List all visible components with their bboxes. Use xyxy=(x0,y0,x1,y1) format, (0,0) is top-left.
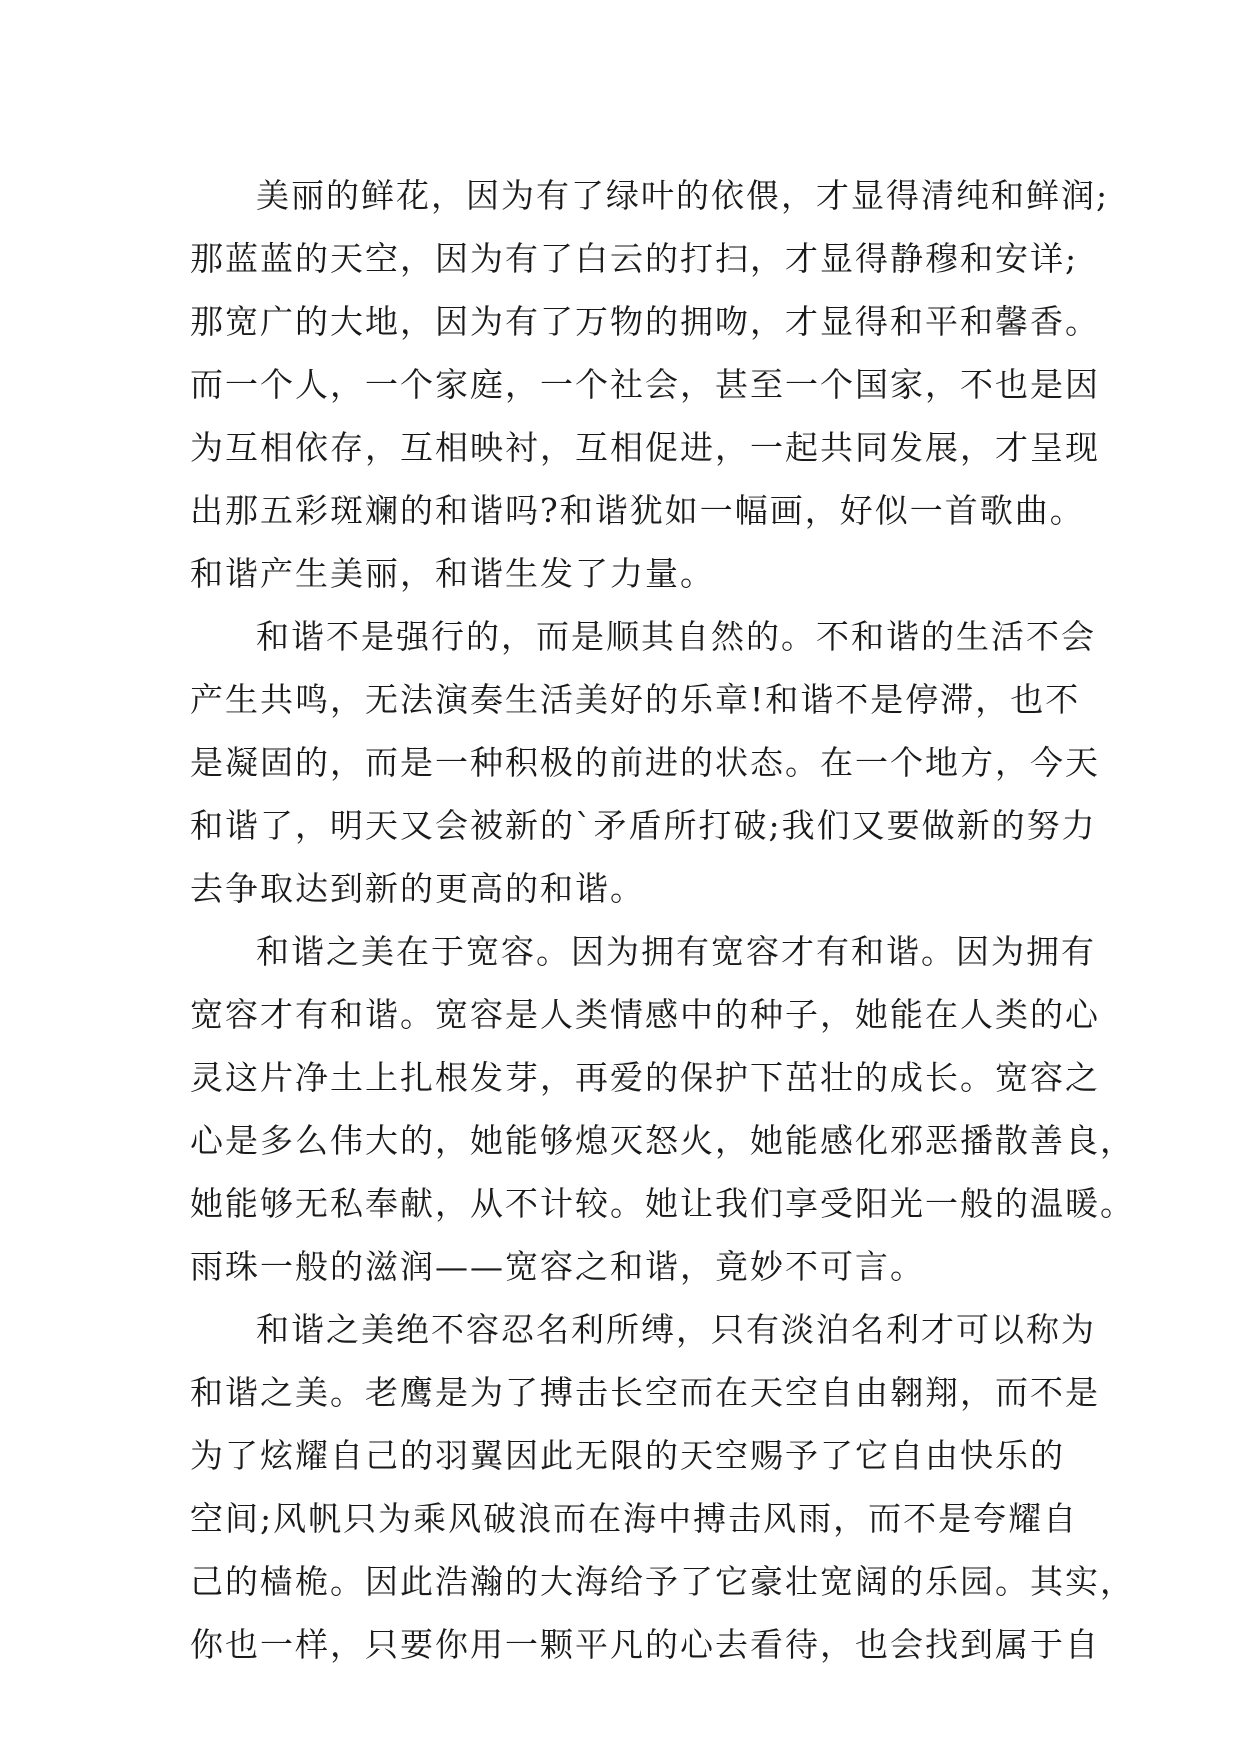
text-line: 心是多么伟大的，她能够熄灭怒火，她能感化邪恶播散善良， xyxy=(190,1121,1135,1160)
text-line: 美丽的鲜花，因为有了绿叶的依偎，才显得清纯和鲜润; xyxy=(256,176,1110,215)
text-line: 为了炫耀自己的羽翼因此无限的天空赐予了它自由快乐的 xyxy=(190,1436,1065,1475)
text-line: 而一个人，一个家庭，一个社会，甚至一个国家，不也是因 xyxy=(190,365,1100,404)
text-line: 和谐之美。老鹰是为了搏击长空而在天空自由翱翔，而不是 xyxy=(190,1373,1100,1412)
text-line: 和谐之美绝不容忍名利所缚，只有淡泊名利才可以称为 xyxy=(256,1310,1096,1349)
text-line: 和谐不是强行的，而是顺其自然的。不和谐的生活不会 xyxy=(256,617,1096,656)
text-line: 产生共鸣，无法演奏生活美好的乐章!和谐不是停滞，也不 xyxy=(190,680,1081,719)
text-line: 是凝固的，而是一种积极的前进的状态。在一个地方，今天 xyxy=(190,743,1100,782)
text-line: 宽容才有和谐。宽容是人类情感中的种子，她能在人类的心 xyxy=(190,995,1100,1034)
text-line: 和谐之美在于宽容。因为拥有宽容才有和谐。因为拥有 xyxy=(256,932,1096,971)
text-line: 你也一样，只要你用一颗平凡的心去看待，也会找到属于自 xyxy=(190,1625,1100,1664)
text-line: 那蓝蓝的天空，因为有了白云的打扫，才显得静穆和安详; xyxy=(190,239,1079,278)
text-line: 出那五彩斑斓的和谐吗?和谐犹如一幅画，好似一首歌曲。 xyxy=(190,491,1085,530)
text-line: 雨珠一般的滋润——宽容之和谐，竟妙不可言。 xyxy=(190,1247,925,1286)
text-line: 为互相依存，互相映衬，互相促进，一起共同发展，才呈现 xyxy=(190,428,1100,467)
text-line: 和谐了，明天又会被新的`矛盾所打破;我们又要做新的努力 xyxy=(190,806,1097,845)
paragraph xyxy=(190,164,1110,605)
text-line: 和谐产生美丽，和谐生发了力量。 xyxy=(190,554,715,593)
text-line: 去争取达到新的更高的和谐。 xyxy=(190,869,645,908)
text-line: 灵这片净土上扎根发芽，再爱的保护下茁壮的成长。宽容之 xyxy=(190,1058,1100,1097)
text-line: 空间;风帆只为乘风破浪而在海中搏击风雨，而不是夸耀自 xyxy=(190,1499,1079,1538)
paragraph xyxy=(190,605,1100,920)
text-line: 她能够无私奉献，从不计较。她让我们享受阳光一般的温暖。 xyxy=(190,1184,1135,1223)
text-line: 那宽广的大地，因为有了万物的拥吻，才显得和平和馨香。 xyxy=(190,302,1100,341)
text-line: 己的樯桅。因此浩瀚的大海给予了它豪壮宽阔的乐园。其实， xyxy=(190,1562,1135,1601)
body-text xyxy=(190,164,1135,1676)
paragraph xyxy=(190,920,1135,1298)
paragraph xyxy=(190,1298,1135,1676)
